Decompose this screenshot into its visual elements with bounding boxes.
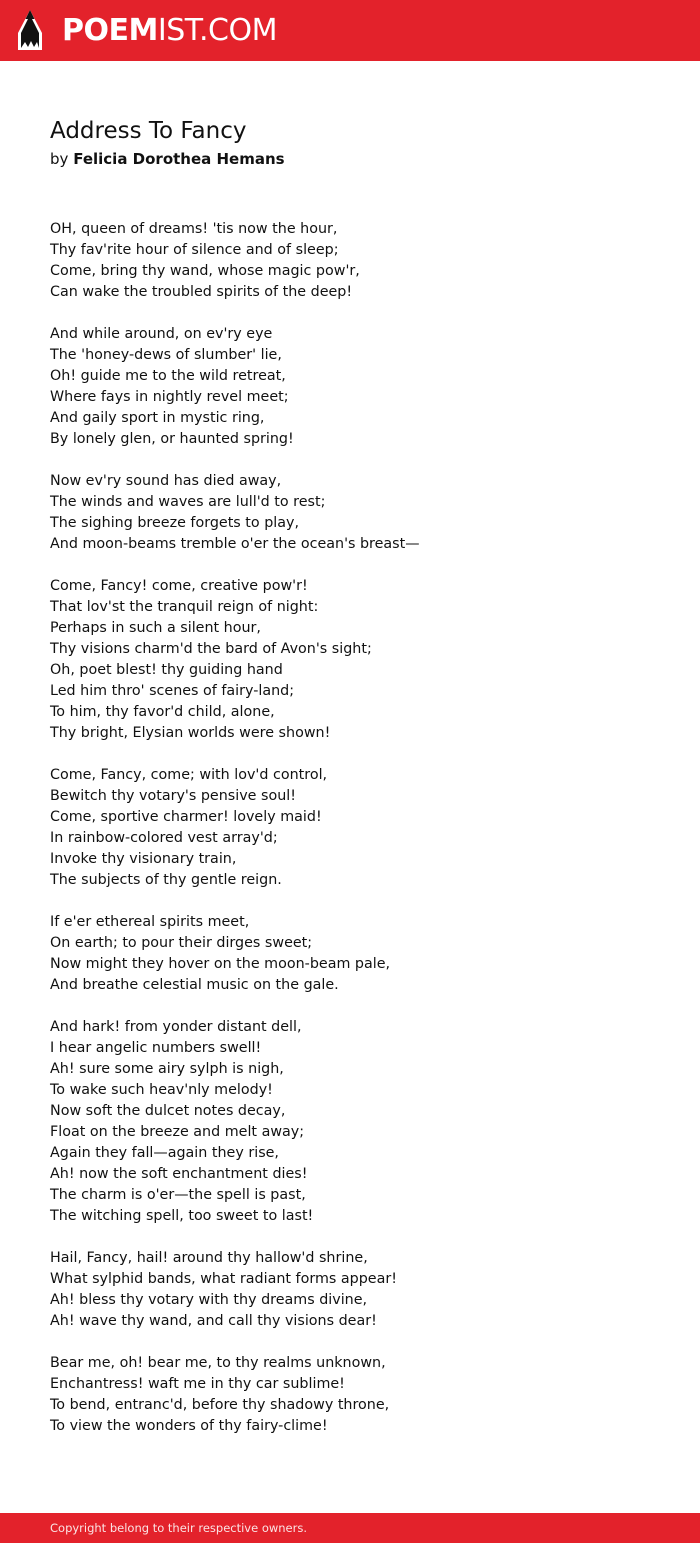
poem-title: Address To Fancy (50, 118, 247, 144)
poem-line: That lov'st the tranquil reign of night: (50, 599, 319, 615)
poem-line: Oh, poet blest! thy guiding hand (50, 662, 283, 678)
poem-line: To bend, entranc'd, before thy shadowy throne, (50, 1397, 390, 1413)
copyright-text: Copyright belong to their respective owners. (50, 1521, 308, 1535)
poem-body (50, 219, 670, 1437)
poem-line: And hark! from yonder distant dell, (50, 1019, 302, 1035)
poem-line: Enchantress! waft me in thy car sublime! (50, 1376, 345, 1392)
poem-line: Thy bright, Elysian worlds were shown! (50, 725, 331, 741)
poem-line: I hear angelic numbers swell! (50, 1040, 262, 1056)
logo-text-light: IST.COM (157, 13, 277, 48)
poem-line: Now ev'ry sound has died away, (50, 473, 282, 489)
poem-line: By lonely glen, or haunted spring! (50, 431, 294, 447)
poem-line: To him, thy favor'd child, alone, (50, 704, 275, 720)
poem-line: The sighing breeze forgets to play, (50, 515, 300, 531)
poem-line: Bewitch thy votary's pensive soul! (50, 788, 296, 804)
poem-line: In rainbow-colored vest array'd; (50, 830, 278, 846)
poem-line: Where fays in nightly revel meet; (50, 389, 289, 405)
poem-line: On earth; to pour their dirges sweet; (50, 935, 313, 951)
poem-line: The subjects of thy gentle reign. (50, 872, 282, 888)
poem-stanza (50, 1017, 670, 1227)
poem-line: Come, Fancy, come; with lov'd control, (50, 767, 328, 783)
poem-line: The winds and waves are lull'd to rest; (50, 494, 326, 510)
poem-stanza (50, 471, 670, 555)
poem-line: Now might they hover on the moon-beam pale, (50, 956, 391, 972)
poem-line: The charm is o'er—the spell is past, (50, 1187, 306, 1203)
poem-line: Thy fav'rite hour of silence and of sleep; (50, 242, 339, 258)
poem-stanza (50, 912, 670, 996)
poem-line: If e'er ethereal spirits meet, (50, 914, 250, 930)
poem-line: To wake such heav'nly melody! (50, 1082, 273, 1098)
poem-line: Led him thro' scenes of fairy-land; (50, 683, 295, 699)
poem-line: And gaily sport in mystic ring, (50, 410, 265, 426)
poem-line: And moon-beams tremble o'er the ocean's breast— (50, 536, 420, 552)
poem-line: Come, Fancy! come, creative pow'r! (50, 578, 308, 594)
poem-line: Invoke thy visionary train, (50, 851, 237, 867)
poem-line: Come, bring thy wand, whose magic pow'r, (50, 263, 360, 279)
poem-line: Perhaps in such a silent hour, (50, 620, 261, 636)
poem-line: Ah! sure some airy sylph is nigh, (50, 1061, 284, 1077)
poem-line: Thy visions charm'd the bard of Avon's sight; (50, 641, 372, 657)
poem-line: Ah! bless thy votary with thy dreams divine, (50, 1292, 368, 1308)
poem-stanza (50, 1248, 670, 1332)
poem-line: Again they fall—again they rise, (50, 1145, 279, 1161)
poem-line: The 'honey-dews of slumber' lie, (50, 347, 282, 363)
poem-line: The witching spell, too sweet to last! (50, 1208, 314, 1224)
poem-line: Hail, Fancy, hail! around thy hallow'd shrine, (50, 1250, 368, 1266)
poem-line: Now soft the dulcet notes decay, (50, 1103, 286, 1119)
poem-line: What sylphid bands, what radiant forms appear! (50, 1271, 397, 1287)
poem-line: And breathe celestial music on the gale. (50, 977, 339, 993)
poem-line: Bear me, oh! bear me, to thy realms unknown, (50, 1355, 386, 1371)
site-footer (0, 1513, 700, 1543)
poem-line: Oh! guide me to the wild retreat, (50, 368, 286, 384)
poem-stanza (50, 765, 670, 891)
poem-byline (50, 148, 285, 170)
logo-text-bold: POEM (62, 13, 158, 48)
poem-stanza (50, 324, 670, 450)
poem-line: And while around, on ev'ry eye (50, 326, 273, 342)
poem-line: Float on the breeze and melt away; (50, 1124, 305, 1140)
site-logo-link[interactable] (62, 13, 277, 49)
poem-line: To view the wonders of thy fairy-clime! (50, 1418, 328, 1434)
poem-line: Ah! now the soft enchantment dies! (50, 1166, 308, 1182)
poem-stanza (50, 219, 670, 303)
by-label: by (50, 150, 69, 168)
poem-line: Come, sportive charmer! lovely maid! (50, 809, 322, 825)
pencil-tip-icon[interactable] (17, 9, 43, 51)
poem-line: Can wake the troubled spirits of the deep! (50, 284, 353, 300)
poem-stanza (50, 576, 670, 744)
site-header (0, 0, 700, 61)
poem-stanza (50, 1353, 670, 1437)
poem-line: Ah! wave thy wand, and call thy visions dear! (50, 1313, 377, 1329)
poem-author: Felicia Dorothea Hemans (73, 150, 285, 168)
poem-line: OH, queen of dreams! 'tis now the hour, (50, 221, 338, 237)
